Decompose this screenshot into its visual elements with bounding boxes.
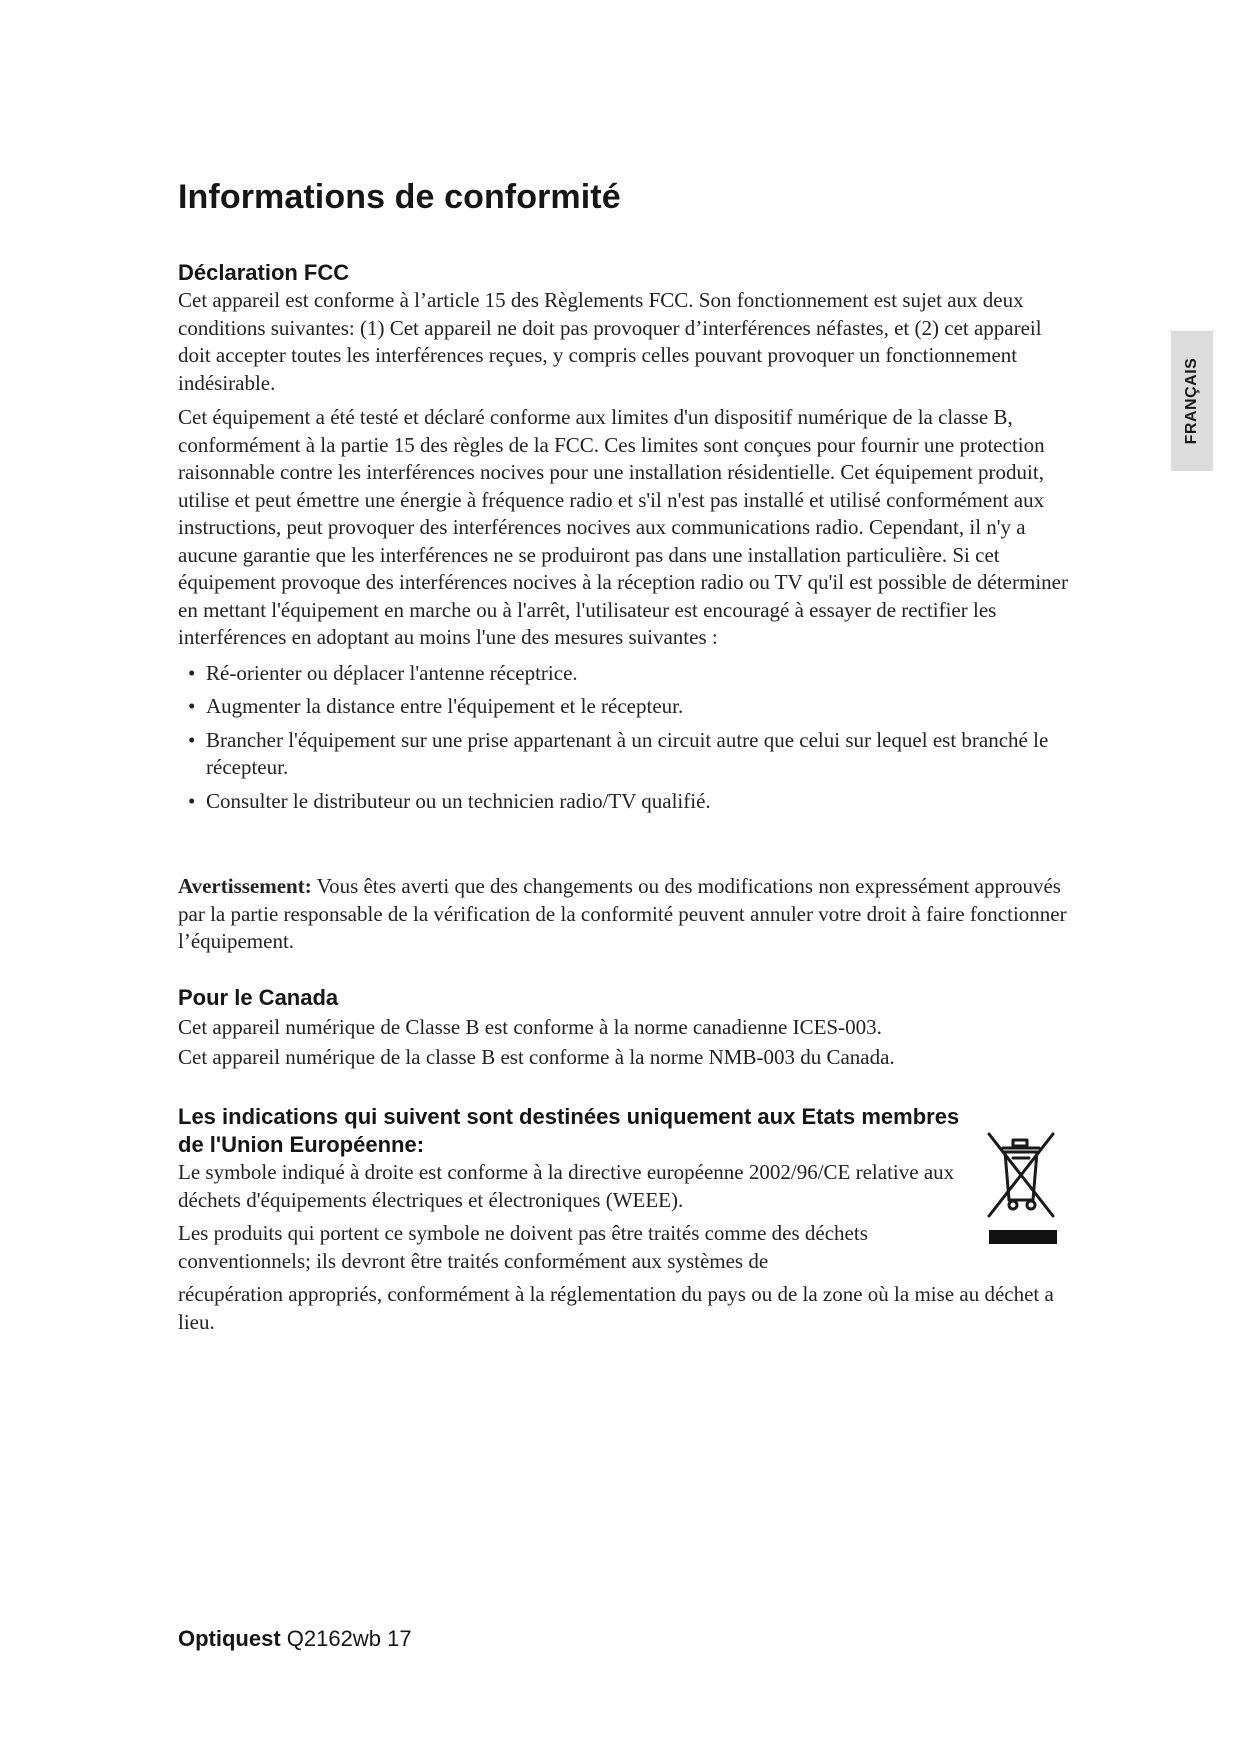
list-item	[178, 660, 1073, 688]
list-item-text: Consulter le distributeur ou un technicien radio/TV qualifié.	[206, 788, 711, 813]
canada-line-2: Cet appareil numérique de la classe B est conforme à la norme NMB-003 du Canada.	[178, 1045, 895, 1069]
bullet-icon: •	[188, 788, 196, 813]
list-item-text: Brancher l'équipement sur une prise appartenant à un circuit autre que celui sur lequel est branché le récepteur.	[206, 727, 1049, 779]
eu-paragraph-1: Le symbole indiqué à droite est conforme à la directive européenne 2002/96/CE relative aux déchets d'équipements électriques et électroniques (WEEE).	[178, 1160, 955, 1212]
page-number: 17	[387, 1626, 412, 1651]
canada-line-1: Cet appareil numérique de Classe B est conforme à la norme canadienne ICES-003.	[178, 1015, 882, 1039]
page-footer	[178, 1626, 412, 1652]
eu-paragraph-2-cont: récupération appropriés, conformément à la réglementation du pays ou de la zone où la mise au déchet a lieu.	[178, 1282, 1054, 1334]
warning-paragraph	[178, 873, 1073, 956]
footer-model: Q2162wb	[286, 1626, 381, 1651]
list-item	[178, 788, 1073, 816]
fcc-section	[178, 259, 1073, 821]
warning-label: Avertissement:	[178, 874, 312, 898]
list-item-text: Augmenter la distance entre l'équipement et le récepteur.	[206, 694, 684, 718]
bullet-icon: •	[188, 694, 196, 718]
canada-heading: Pour le Canada	[178, 985, 339, 1010]
eu-section	[178, 1103, 1078, 1336]
eu-paragraph-2: Les produits qui portent ce symbole ne doivent pas être traités comme des déchets conventionnels; ils devront être traités conformément aux systèmes de	[178, 1221, 868, 1273]
list-item	[178, 727, 1073, 782]
page-title: Informations de conformité	[178, 178, 621, 216]
language-tab-label: FRANÇAIS	[1183, 357, 1200, 445]
fcc-paragraph-1: Cet appareil est conforme à l’article 15 des Règlements FCC. Son fonctionnement est sujet aux deux conditions suivantes: (1) Cet appareil ne doit pas provoquer d’interférences néfastes, et (2) cet appareil doit accepter toutes les interférences reçues, y compris celles pouvant provoquer un fonctionnement indésirable.	[178, 288, 1042, 395]
fcc-paragraph-2: Cet équipement a été testé et déclaré conforme aux limites d'un dispositif numérique de la classe B, conformément à la partie 15 des règles de la FCC. Ces limites sont conçues pour fournir une protection raisonnable contre les interférences nocives pour une installation résidentielle. Cet équipement produit, utilise et peut émettre une énergie à fréquence radio et s'il n'est pas installé et utilisé conformément aux instructions, peut provoquer des interférences nocives aux communications radio. Cependant, il n'y a aucune garantie que les interférences ne se produiront pas dans une installation particulière. Si cet équipement provoque des interférences nocives à la réception radio ou TV qu'il est possible de déterminer en mettant l'équipement en marche ou à l'arrêt, l'utilisateur est encouragé à essayer de rectifier les interférences en adoptant au moins l'une des mesures suivantes :	[178, 405, 1068, 649]
fcc-measures-list	[178, 660, 1073, 816]
weee-crossed-bin-icon	[983, 1130, 1057, 1250]
bullet-icon: •	[188, 727, 196, 752]
bullet-icon: •	[188, 660, 196, 685]
list-item	[178, 693, 1073, 721]
fcc-heading: Déclaration FCC	[178, 260, 350, 285]
list-item-text: Ré-orienter ou déplacer l'antenne réceptrice.	[206, 660, 578, 685]
canada-section	[178, 984, 1073, 1072]
footer-brand: Optiquest	[178, 1626, 281, 1651]
eu-heading: Les indications qui suivent sont destinées uniquement aux Etats membres de l'Union Européenne:	[178, 1104, 960, 1157]
language-tab	[1171, 331, 1213, 471]
warning-text: Vous êtes averti que des changements ou des modifications non expressément approuvés par la partie responsable de la vérification de la conformité peuvent annuler votre droit à faire fonctionner l’équipement.	[178, 874, 1067, 953]
warning-section	[178, 873, 1073, 956]
